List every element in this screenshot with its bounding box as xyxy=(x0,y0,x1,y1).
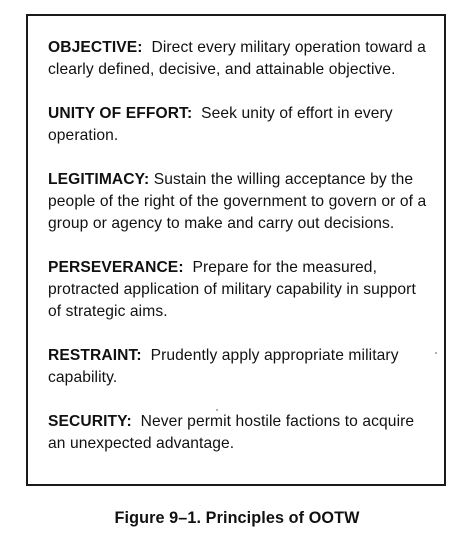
principle-text: Never permit hostile factions to acquire an unexpected advantage. xyxy=(48,413,415,452)
principle-text: Seek unity of effort in every operation. xyxy=(48,105,393,144)
scan-speck xyxy=(435,352,437,354)
principles-box xyxy=(26,14,446,486)
principle-text: Prudently apply appropriate military capability. xyxy=(48,347,399,386)
scan-speck xyxy=(216,409,218,411)
principle-text: Sustain the willing acceptance by the people of the right of the government to govern or of a group or agency to make and carry out decisions. xyxy=(48,171,427,232)
principle-text: Direct every military operation toward a clearly defined, decisive, and attainable objective. xyxy=(48,39,426,78)
principle-security xyxy=(48,411,430,455)
principle-text: Prepare for the measured, protracted application of military capability in support of strategic aims. xyxy=(48,259,416,320)
principle-term: PERSEVERANCE: xyxy=(48,259,184,276)
principle-restraint xyxy=(48,345,430,389)
principle-unity-of-effort xyxy=(48,103,430,147)
principle-term: OBJECTIVE: xyxy=(48,39,143,56)
principle-perseverance xyxy=(48,257,430,323)
principle-term: LEGITIMACY: xyxy=(48,171,150,188)
principle-objective xyxy=(48,37,430,81)
principle-term: RESTRAINT: xyxy=(48,347,142,364)
principle-term: UNITY OF EFFORT: xyxy=(48,105,193,122)
figure-caption: Figure 9–1. Principles of OOTW xyxy=(114,509,360,527)
principle-legitimacy xyxy=(48,169,430,235)
principle-term: SECURITY: xyxy=(48,413,132,430)
